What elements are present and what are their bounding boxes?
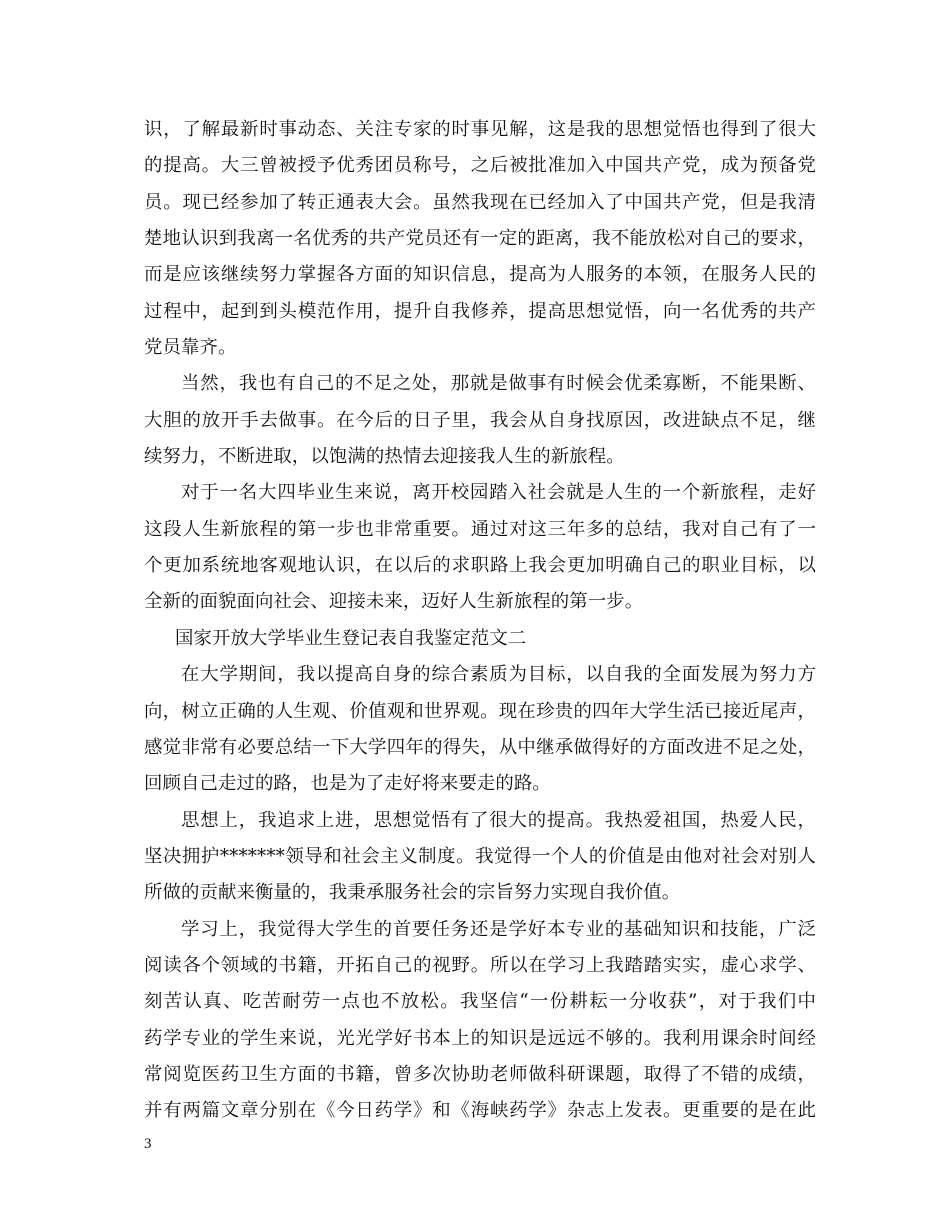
text-line: 学习上，我觉得大学生的首要任务还是学好本专业的基础知识和技能，广泛: [181, 918, 816, 940]
text-line: 的提高。大三曾被授予优秀团员称号，之后被批准加入中国共产党，成为预备党: [144, 155, 816, 177]
text-line: 常阅览医药卫生方面的书籍，曾多次协助老师做科研课题，取得了不错的成绩，: [144, 1063, 816, 1085]
text-line: 这段人生新旅程的第一步也非常重要。通过对这三年多的总结，我对自己有了一: [144, 518, 816, 540]
text-line: 续努力，不断进取，以饱满的热情去迎接我人生的新旅程。: [144, 446, 625, 468]
text-line: 识，了解最新时事动态、关注专家的时事见解，这是我的思想觉悟也得到了很大: [144, 119, 816, 140]
text-line: 在大学期间，我以提高自身的综合素质为目标，以自我的全面发展为努力方: [181, 664, 816, 686]
text-line: 向，树立正确的人生观、价值观和世界观。现在珍贵的四年大学生活已接近尾声，: [144, 700, 816, 722]
text-line: 坚决拥护*******领导和社会主义制度。我觉得一个人的价值是由他对社会对别人: [144, 845, 816, 867]
document-body: [144, 112, 816, 1130]
text-line: 药学专业的学生来说，光光学好书本上的知识是远远不够的。我利用课余时间经: [144, 1027, 816, 1049]
text-line: 感觉非常有必要总结一下大学四年的得失，从中继承做得好的方面改进不足之处，: [144, 736, 816, 758]
text-line: 个更加系统地客观地认识，在以后的求职路上我会更加明确自己的职业目标，以: [144, 555, 816, 577]
text-line: 大胆的放开手去做事。在今后的日子里，我会从自身找原因，改进缺点不足，继: [144, 409, 816, 431]
section-heading: 国家开放大学毕业生登记表自我鉴定范文二: [175, 627, 527, 649]
text-line: 党员靠齐。: [144, 337, 237, 359]
text-line: 全新的面貌面向社会、迎接未来，迈好人生新旅程的第一步。: [144, 591, 644, 613]
page-number: 3: [144, 1136, 152, 1152]
text-line: 所做的贡献来衡量的，我秉承服务社会的宗旨努力实现自我价值。: [144, 882, 681, 904]
text-line: 过程中，起到到头模范作用，提升自我修养，提高思想觉悟，向一名优秀的共产: [144, 300, 816, 322]
text-line: 并有两篇文章分别在《今日药学》和《海峡药学》杂志上发表。更重要的是在此: [144, 1100, 816, 1122]
text-line: 回顾自己走过的路，也是为了走好将来要走的路。: [144, 773, 551, 795]
text-line: 阅读各个领域的书籍，开拓自己的视野。所以在学习上我踏踏实实，虚心求学、: [144, 954, 816, 976]
text-line: 楚地认识到我离一名优秀的共产党员还有一定的距离，我不能放松对自己的要求，: [144, 228, 816, 250]
text-line: 刻苦认真、吃苦耐劳一点也不放松。我坚信“一份耕耘一分收获”，对于我们中: [144, 991, 816, 1013]
text-line: 对于一名大四毕业生来说，离开校园踏入社会就是人生的一个新旅程，走好: [181, 482, 816, 504]
text-line: 当然，我也有自己的不足之处，那就是做事有时候会优柔寡断，不能果断、: [181, 373, 816, 395]
text-line: 思想上，我追求上进，思想觉悟有了很大的提高。我热爱祖国，热爱人民，: [181, 809, 816, 831]
text-line: 而是应该继续努力掌握各方面的知识信息，提高为人服务的本领，在服务人民的: [144, 264, 816, 286]
text-line: 员。现已经参加了转正通表大会。虽然我现在已经加入了中国共产党，但是我清: [144, 191, 816, 213]
